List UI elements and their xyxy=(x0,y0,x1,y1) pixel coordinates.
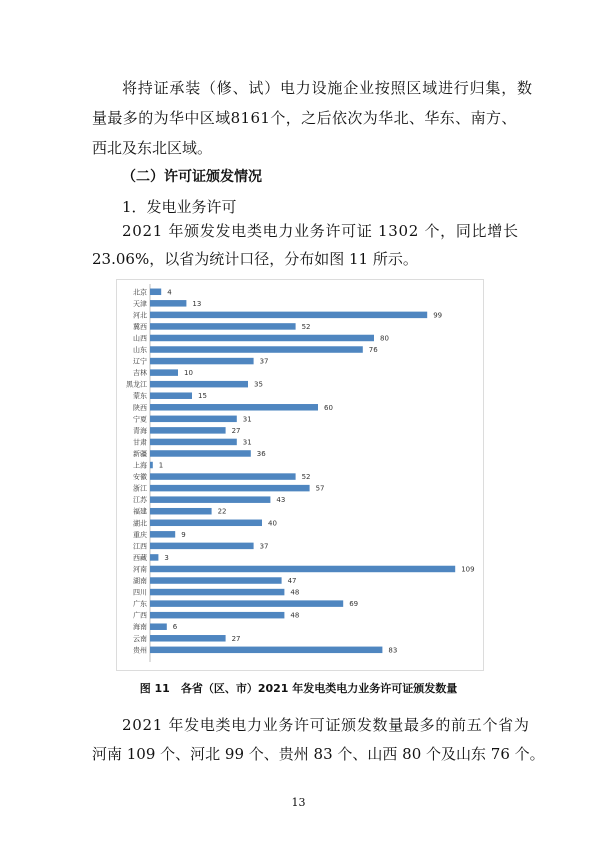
bar xyxy=(150,600,343,607)
bar xyxy=(150,439,237,446)
value-label: 27 xyxy=(231,426,241,435)
bar xyxy=(150,647,382,654)
category-label: 蒙东 xyxy=(133,392,147,401)
category-label: 冀西 xyxy=(133,322,147,331)
value-label: 76 xyxy=(368,346,378,355)
value-label: 47 xyxy=(287,577,297,586)
value-label: 60 xyxy=(324,403,333,412)
paragraph-3-line-2: 河南 109 个、河北 99 个、贵州 83 个、山西 80 个及山东 76 个。 xyxy=(92,745,545,763)
value-label: 31 xyxy=(242,438,252,447)
category-label: 黑龙江 xyxy=(126,380,147,389)
value-label: 3 xyxy=(164,553,169,562)
category-label: 江西 xyxy=(133,542,147,551)
bar xyxy=(150,531,175,538)
bar xyxy=(150,623,167,630)
bar xyxy=(150,289,161,296)
paragraph-3-line-1: 2021 年发电类电力业务许可证颁发数量最多的前五个省为 xyxy=(122,716,530,734)
value-label: 13 xyxy=(192,299,202,308)
bar xyxy=(150,427,226,434)
section-heading: （二）许可证颁发情况 xyxy=(122,169,262,185)
category-label: 宁夏 xyxy=(133,415,147,424)
bar xyxy=(150,577,282,584)
bar xyxy=(150,323,296,330)
value-label: 10 xyxy=(184,369,193,378)
paragraph-1-line-1: 将持证承装（修、试）电力设施企业按照区域进行归集，数 xyxy=(122,79,533,97)
bar xyxy=(150,404,318,411)
category-label: 上海 xyxy=(133,461,147,470)
category-label: 广西 xyxy=(133,611,147,620)
category-label: 安徽 xyxy=(133,473,147,482)
bar xyxy=(150,485,310,492)
value-label: 109 xyxy=(461,565,475,574)
category-label: 浙江 xyxy=(133,484,147,493)
bar xyxy=(150,635,226,642)
category-label: 重庆 xyxy=(133,530,147,539)
value-label: 52 xyxy=(301,322,311,331)
category-label: 江苏 xyxy=(133,496,147,505)
figure-caption: 图 11 各省（区、市）2021 年发电类电力业务许可证颁发数量 xyxy=(139,682,458,695)
bar xyxy=(150,589,284,596)
paragraph-2-line-1: 2021 年颁发发电类电力业务许可证 1302 个，同比增长 xyxy=(122,222,519,240)
bar xyxy=(150,369,178,376)
value-label: 31 xyxy=(242,415,252,424)
bar xyxy=(150,508,212,514)
bar xyxy=(150,612,284,619)
bar xyxy=(150,496,270,503)
category-label: 山西 xyxy=(133,334,147,343)
paragraph-1-line-2: 量最多的为华中区域8161个，之后依次为华北、华东、南方、 xyxy=(92,109,517,127)
bar xyxy=(150,392,192,399)
category-label: 辽宁 xyxy=(133,357,147,366)
value-label: 37 xyxy=(259,357,269,366)
value-label: 80 xyxy=(380,334,389,343)
value-label: 43 xyxy=(276,496,286,505)
category-label: 四川 xyxy=(133,588,147,597)
category-label: 云南 xyxy=(133,634,147,643)
paragraph-2-line-2: 23.06%，以省为统计口径，分布如图 11 所示。 xyxy=(92,250,418,268)
value-label: 52 xyxy=(301,473,311,482)
value-label: 99 xyxy=(433,311,443,320)
category-label: 湖北 xyxy=(133,519,147,528)
bar xyxy=(150,543,254,550)
category-label: 湖南 xyxy=(133,577,147,586)
value-label: 1 xyxy=(158,461,164,470)
bar xyxy=(150,300,186,307)
value-label: 37 xyxy=(259,542,269,551)
value-label: 9 xyxy=(181,530,186,539)
value-label: 35 xyxy=(254,380,263,389)
category-label: 北京 xyxy=(133,288,147,297)
category-label: 福建 xyxy=(133,507,147,516)
bar xyxy=(150,554,158,561)
category-label: 河南 xyxy=(133,565,147,574)
value-label: 48 xyxy=(290,588,300,597)
value-label: 40 xyxy=(268,519,277,528)
value-label: 22 xyxy=(217,507,227,516)
paragraph-1-line-3: 西北及东北区域。 xyxy=(92,139,213,157)
category-label: 贵州 xyxy=(133,646,147,655)
value-label: 69 xyxy=(349,600,359,609)
subsection-heading: 1．发电业务许可 xyxy=(122,198,237,216)
category-label: 天津 xyxy=(133,299,147,308)
bar xyxy=(150,473,296,480)
bar xyxy=(150,346,363,353)
value-label: 4 xyxy=(167,288,172,297)
bar xyxy=(150,462,153,469)
bar-chart-svg xyxy=(117,280,483,670)
category-label: 西藏 xyxy=(133,553,147,562)
bar xyxy=(150,566,455,573)
bar-chart xyxy=(116,279,484,671)
bar xyxy=(150,450,251,457)
category-label: 河北 xyxy=(133,311,147,320)
value-label: 57 xyxy=(315,484,325,493)
category-label: 青海 xyxy=(133,426,147,435)
category-label: 吉林 xyxy=(133,369,147,378)
bar xyxy=(150,312,427,319)
page-number: 13 xyxy=(291,796,306,809)
category-label: 陕西 xyxy=(133,403,147,412)
value-label: 36 xyxy=(256,449,266,458)
bar xyxy=(150,416,237,423)
bar xyxy=(150,520,262,527)
value-label: 48 xyxy=(290,611,300,620)
category-label: 海南 xyxy=(133,623,147,632)
category-label: 山东 xyxy=(133,346,147,355)
category-label: 新疆 xyxy=(133,449,147,458)
value-label: 27 xyxy=(231,634,241,643)
bar xyxy=(150,335,374,342)
bar xyxy=(150,358,254,365)
value-label: 83 xyxy=(388,646,398,655)
value-label: 15 xyxy=(198,392,207,401)
category-label: 广东 xyxy=(133,600,147,609)
value-label: 6 xyxy=(172,623,178,632)
bar xyxy=(150,381,248,388)
category-label: 甘肃 xyxy=(133,438,147,447)
